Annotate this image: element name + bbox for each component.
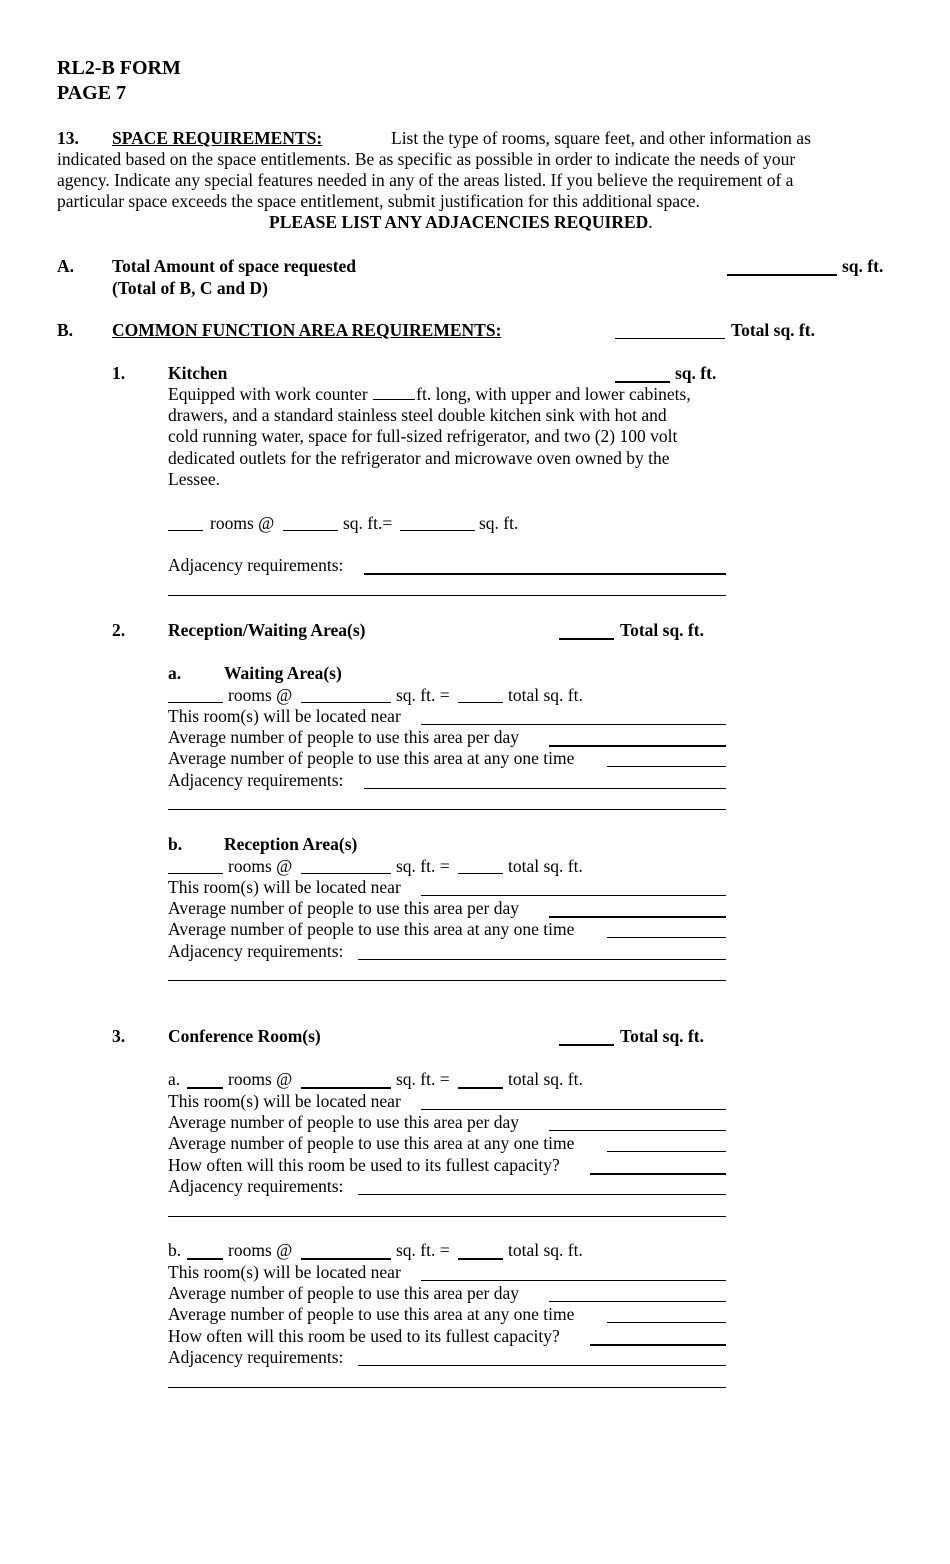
kitchen-sqft-eq: sq. ft.= — [343, 513, 393, 533]
intro-line-2: indicated based on the space entitlements. Be as specific as possible in order to indicate the needs of your — [57, 149, 796, 169]
kitchen-adjacency-field-2[interactable] — [168, 595, 726, 596]
reception-one-time-field[interactable] — [607, 937, 726, 938]
kitchen-desc-line-4: dedicated outlets for the refrigerator and microwave oven owned by the — [168, 448, 670, 468]
waiting-title: Waiting Area(s) — [224, 663, 342, 683]
total-space-field[interactable] — [727, 274, 837, 276]
waiting-letter: a. — [168, 663, 182, 683]
conference-a-rooms-label: rooms @ — [228, 1069, 293, 1089]
waiting-rooms-label: rooms @ — [228, 685, 293, 705]
reception-sqft-eq: sq. ft. = — [396, 856, 450, 876]
conference-a-capacity-label: How often will this room be used to its fullest capacity? — [168, 1155, 560, 1175]
section-title: SPACE REQUIREMENTS: — [112, 128, 323, 148]
kitchen-adjacency-label: Adjacency requirements: — [168, 555, 344, 575]
kitchen-desc-line-2: drawers, and a standard stainless steel double kitchen sink with hot and — [168, 405, 667, 425]
conference-total-field[interactable] — [559, 1044, 614, 1046]
reception-rooms-field[interactable] — [168, 873, 223, 874]
intro-line-4: particular space exceeds the space entitlement, submit justification for this additional space. — [57, 191, 700, 211]
conference-a-one-time-label: Average number of people to use this area at any one time — [168, 1133, 575, 1153]
counter-length-field[interactable] — [373, 385, 415, 400]
section-a-title: Total Amount of space requested — [112, 256, 357, 276]
waiting-per-day-label: Average number of people to use this area per day — [168, 727, 519, 747]
kitchen-rooms-label: rooms @ — [210, 513, 275, 533]
reception-total-label: total sq. ft. — [508, 856, 583, 876]
reception-area-letter: b. — [168, 834, 183, 854]
kitchen-rooms-field[interactable] — [168, 530, 203, 531]
kitchen-unit: sq. ft. — [675, 363, 717, 383]
reception-number: 2. — [112, 620, 126, 640]
conference-b-adjacency-field-2[interactable] — [168, 1387, 726, 1388]
conference-a-total-label: total sq. ft. — [508, 1069, 583, 1089]
kitchen-sqft-label: sq. ft. — [479, 513, 519, 533]
section-a-subtitle: (Total of B, C and D) — [112, 278, 268, 298]
conference-b-per-day-label: Average number of people to use this area per day — [168, 1283, 519, 1303]
reception-located-label: This room(s) will be located near — [168, 877, 401, 897]
kitchen-adjacency-field[interactable] — [364, 573, 726, 575]
waiting-total-field[interactable] — [458, 702, 503, 703]
kitchen-title: Kitchen — [168, 363, 228, 383]
conference-b-room-size-field[interactable] — [301, 1258, 391, 1260]
conference-a-capacity-field[interactable] — [590, 1173, 726, 1175]
conference-a-sqft-eq: sq. ft. = — [396, 1069, 450, 1089]
adjacency-notice — [269, 212, 653, 233]
waiting-one-time-field[interactable] — [607, 766, 726, 767]
waiting-rooms-field[interactable] — [168, 702, 223, 703]
conference-a-adjacency-field[interactable] — [358, 1194, 726, 1195]
conference-b-total-label: total sq. ft. — [508, 1240, 583, 1260]
conference-a-room-size-field[interactable] — [301, 1087, 391, 1089]
waiting-per-day-field[interactable] — [549, 745, 726, 747]
kitchen-total-field[interactable] — [400, 530, 475, 531]
conference-a-adjacency-field-2[interactable] — [168, 1216, 726, 1217]
form-id: RL2-B FORM — [57, 57, 181, 79]
conference-a-per-day-label: Average number of people to use this area per day — [168, 1112, 519, 1132]
common-area-total-field[interactable] — [615, 338, 725, 339]
reception-title: Reception/Waiting Area(s) — [168, 620, 366, 640]
conference-a-label: a. — [168, 1069, 181, 1089]
reception-unit: Total sq. ft. — [620, 620, 704, 640]
waiting-adjacency-field[interactable] — [364, 788, 726, 789]
reception-adjacency-field[interactable] — [358, 959, 726, 960]
conference-b-adjacency-field[interactable] — [358, 1365, 726, 1366]
kitchen-desc-post: ft. long, with upper and lower cabinets, — [416, 384, 691, 404]
section-b-unit: Total sq. ft. — [731, 320, 815, 340]
conference-b-per-day-field[interactable] — [549, 1301, 726, 1302]
conference-unit: Total sq. ft. — [620, 1026, 704, 1046]
section-a-letter: A. — [57, 256, 75, 276]
section-b-letter: B. — [57, 320, 74, 340]
conference-a-rooms-field[interactable] — [187, 1087, 223, 1089]
reception-area-total-field[interactable] — [458, 873, 503, 874]
reception-per-day-field[interactable] — [549, 916, 726, 918]
conference-b-one-time-label: Average number of people to use this area at any one time — [168, 1304, 575, 1324]
reception-per-day-label: Average number of people to use this area per day — [168, 898, 519, 918]
conference-b-capacity-field[interactable] — [590, 1344, 726, 1346]
section-number: 13. — [57, 128, 79, 148]
conference-b-sqft-eq: sq. ft. = — [396, 1240, 450, 1260]
section-a-unit: sq. ft. — [842, 256, 884, 276]
conference-a-per-day-field[interactable] — [549, 1130, 726, 1131]
reception-adjacency-field-2[interactable] — [168, 980, 726, 981]
conference-a-adjacency-label: Adjacency requirements: — [168, 1176, 344, 1196]
waiting-adjacency-field-2[interactable] — [168, 809, 726, 810]
adjacency-notice-period: . — [648, 212, 653, 232]
waiting-sqft-eq: sq. ft. = — [396, 685, 450, 705]
kitchen-desc-line-5: Lessee. — [168, 469, 220, 489]
conference-b-total-field[interactable] — [458, 1258, 503, 1260]
reception-rooms-label: rooms @ — [228, 856, 293, 876]
reception-area-title: Reception Area(s) — [224, 834, 358, 854]
waiting-total-label: total sq. ft. — [508, 685, 583, 705]
conference-title: Conference Room(s) — [168, 1026, 321, 1046]
conference-b-one-time-field[interactable] — [607, 1322, 726, 1323]
kitchen-room-size-field[interactable] — [283, 530, 338, 531]
adjacency-notice-text: PLEASE LIST ANY ADJACENCIES REQUIRED — [269, 212, 649, 232]
reception-room-size-field[interactable] — [301, 873, 391, 874]
waiting-located-field[interactable] — [421, 724, 726, 725]
kitchen-desc-pre: Equipped with work counter — [168, 384, 373, 404]
conference-a-located-field[interactable] — [421, 1109, 726, 1110]
page-number: PAGE 7 — [57, 82, 127, 104]
intro-line-3: agency. Indicate any special features needed in any of the areas listed. If you believe the requirement of a — [57, 170, 794, 190]
waiting-located-label: This room(s) will be located near — [168, 706, 401, 726]
kitchen-number: 1. — [112, 363, 126, 383]
intro-line-1: List the type of rooms, square feet, and other information as — [391, 128, 811, 148]
waiting-one-time-label: Average number of people to use this area at any one time — [168, 748, 575, 768]
reception-adjacency-label: Adjacency requirements: — [168, 941, 344, 961]
reception-located-field[interactable] — [421, 895, 726, 896]
waiting-adjacency-label: Adjacency requirements: — [168, 770, 344, 790]
kitchen-desc-line-1 — [168, 384, 691, 405]
conference-a-one-time-field[interactable] — [607, 1151, 726, 1152]
reception-one-time-label: Average number of people to use this area at any one time — [168, 919, 575, 939]
conference-a-total-field[interactable] — [458, 1087, 503, 1089]
conference-b-capacity-label: How often will this room be used to its fullest capacity? — [168, 1326, 560, 1346]
conference-b-label: b. — [168, 1240, 182, 1260]
conference-b-located-label: This room(s) will be located near — [168, 1262, 401, 1282]
conference-number: 3. — [112, 1026, 126, 1046]
conference-b-located-field[interactable] — [421, 1280, 726, 1281]
waiting-room-size-field[interactable] — [301, 702, 391, 703]
conference-a-located-label: This room(s) will be located near — [168, 1091, 401, 1111]
section-b-title: COMMON FUNCTION AREA REQUIREMENTS: — [112, 320, 502, 340]
conference-b-rooms-label: rooms @ — [228, 1240, 293, 1260]
conference-b-rooms-field[interactable] — [187, 1258, 223, 1260]
conference-b-adjacency-label: Adjacency requirements: — [168, 1347, 344, 1367]
kitchen-sqft-field[interactable] — [615, 381, 670, 383]
reception-total-field[interactable] — [559, 638, 614, 640]
kitchen-desc-line-3: cold running water, space for full-sized refrigerator, and two (2) 100 volt — [168, 426, 678, 446]
